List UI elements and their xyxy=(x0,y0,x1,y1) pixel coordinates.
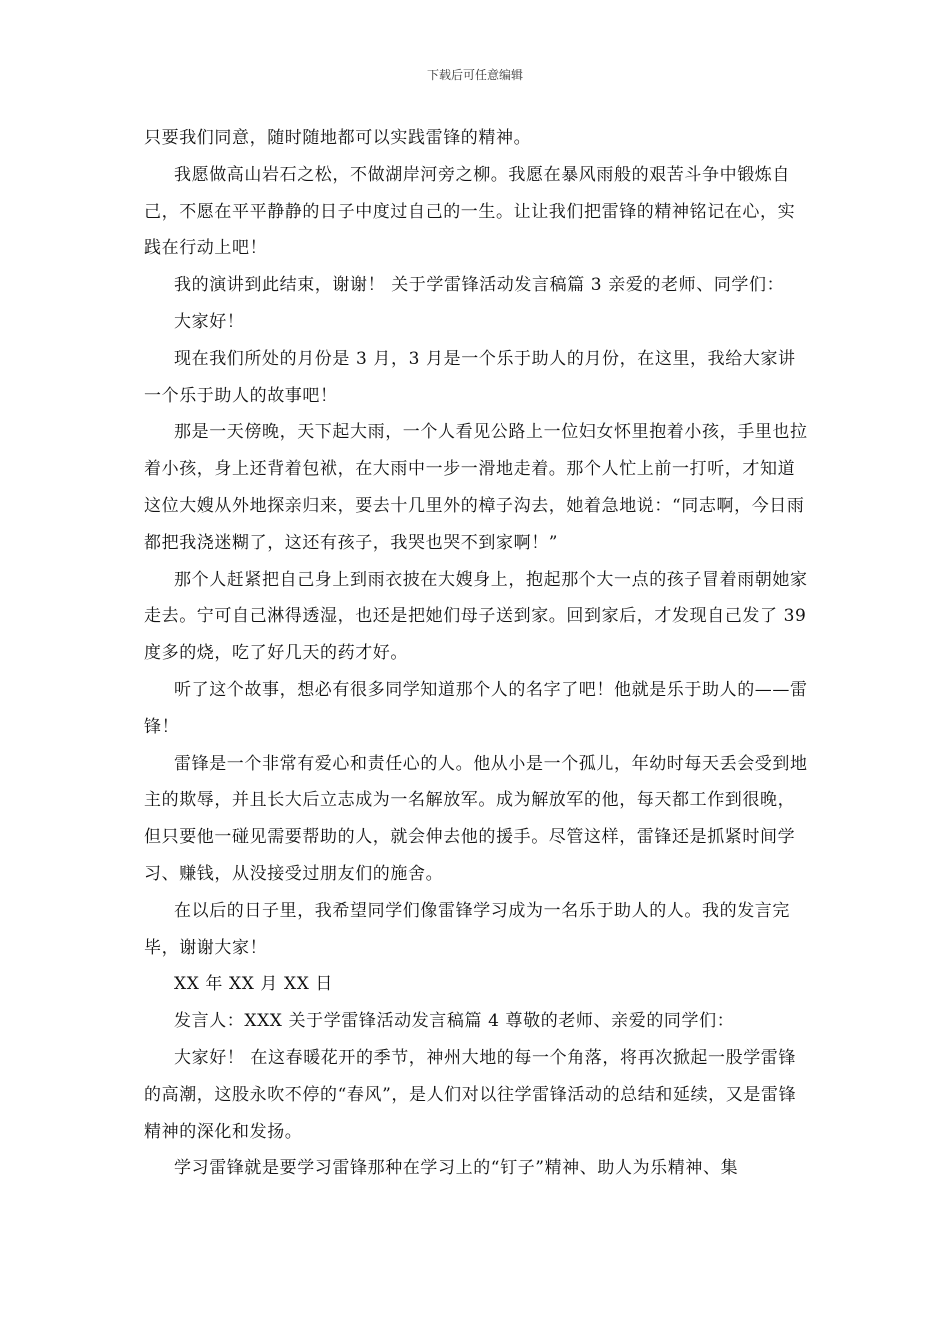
paragraph-4: 大家好！ xyxy=(174,311,245,332)
paragraph-1: 只要我们同意，随时随地都可以实践雷锋的精神。 xyxy=(144,128,532,148)
document-body xyxy=(144,120,808,1187)
date-line: XX 年 XX 月 XX 日 xyxy=(174,974,334,995)
paragraph-7: 那个人赶紧把自己身上到雨衣披在大嫂身上，抱起那个大一点的孩子冒着雨朝她家走去。宁可自己淋得透湿，也还是把她们母子送到家。回到家后，才发现自己发了 39 度多的烧，吃了好几天的药才好。 xyxy=(144,569,808,664)
paragraph-8: 听了这个故事，想必有很多同学知道那个人的名字了吧！他就是乐于助人的——雷锋！ xyxy=(144,679,808,737)
paragraph-10: 在以后的日子里，我希望同学们像雷锋学习成为一名乐于助人的人。我的发言完毕，谢谢大家！ xyxy=(144,900,790,958)
paragraph-14: 学习雷锋就是要学习雷锋那种在学习上的“钉子”精神、助人为乐精神、集 xyxy=(174,1158,739,1179)
page-header: 下载后可任意编辑 xyxy=(426,68,523,82)
paragraph-2: 我愿做高山岩石之松，不做湖岸河旁之柳。我愿在暴风雨般的艰苦斗争中锻炼自己，不愿在平平静静的日子中度过自己的一生。让让我们把雷锋的精神铭记在心，实践在行动上吧！ xyxy=(144,164,796,259)
paragraph-3: 我的演讲到此结束，谢谢！ 关于学雷锋活动发言稿篇 3 亲爱的老师、同学们： xyxy=(174,275,785,296)
paragraph-5: 现在我们所处的月份是 3 月，3 月是一个乐于助人的月份，在这里，我给大家讲一个乐于助人的故事吧！ xyxy=(144,348,796,406)
paragraph-6: 那是一天傍晚，天下起大雨，一个人看见公路上一位妇女怀里抱着小孩，手里也拉着小孩，身上还背着包袱，在大雨中一步一滑地走着。那个人忙上前一打听，才知道这位大嫂从外地探亲归来，要去十几里外的樟子沟去，她着急地说：“同志啊，今日雨都把我浇迷糊了，这还有孩子，我哭也哭不到家啊！” xyxy=(144,422,808,553)
paragraph-9: 雷锋是一个非常有爱心和责任心的人。他从小是一个孤儿，年幼时每天丢会受到地主的欺辱，并且长大后立志成为一名解放军。成为解放军的他，每天都工作到很晚，但只要他一碰见需要帮助的人，就会伸去他的援手。尽管这样，雷锋还是抓紧时间学习、赚钱，从没接受过朋友们的施舍。 xyxy=(144,753,808,884)
speaker-line: 发言人：XXX 关于学雷锋活动发言稿篇 4 尊敬的老师、亲爱的同学们： xyxy=(174,1011,735,1032)
paragraph-13: 大家好！ 在这春暖花开的季节，神州大地的每一个角落，将再次掀起一股学雷锋的高潮，这股永吹不停的“春风”，是人们对以往学雷锋活动的总结和延续，又是雷锋精神的深化和发扬。 xyxy=(144,1047,797,1142)
